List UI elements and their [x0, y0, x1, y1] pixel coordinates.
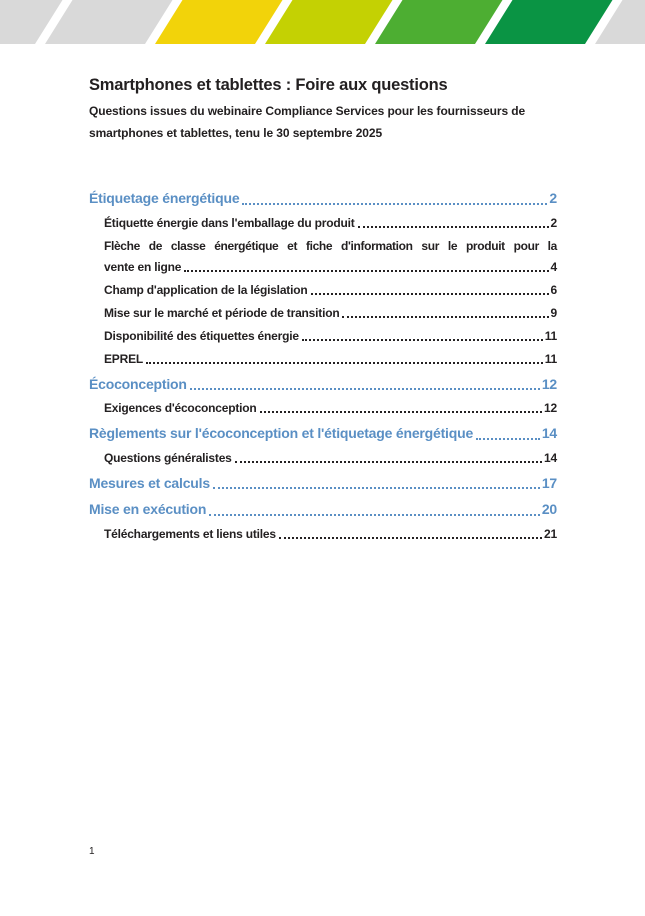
yellow-green-stripe: [265, 0, 392, 44]
gray-stripe: [45, 0, 172, 44]
toc-entry[interactable]: [89, 451, 557, 466]
toc-entry[interactable]: [89, 190, 557, 208]
toc-entry-label: Règlements sur l'écoconception et l'étiquetage énergétique: [89, 425, 474, 442]
toc-entry[interactable]: [89, 401, 557, 416]
toc-entry-page-number: 9: [550, 305, 557, 320]
toc-entry-label: Mesures et calculs: [89, 474, 210, 491]
leader-dots: [190, 388, 540, 390]
document-subtitle: Questions issues du webinaire Compliance Services pour les fournisseurs de smartphones et tablettes, tenu le 30 septembre 2025: [89, 104, 526, 140]
toc-entry[interactable]: [89, 283, 557, 298]
leader-dots: [235, 461, 542, 463]
toc-entry-label: Étiquetage énergétique: [89, 190, 240, 207]
leader-dots: [476, 438, 540, 440]
toc-entry-label-line1: Flèche de classe énergétique et fiche d'information sur le produit pour la: [104, 238, 557, 253]
toc-entry-page-number: 4: [550, 259, 557, 274]
toc-entry[interactable]: [89, 306, 557, 321]
toc-entry-label: EPREL: [104, 351, 144, 366]
toc-entry[interactable]: [89, 329, 557, 344]
leader-dots: [213, 487, 540, 489]
toc-entry-page-number: 21: [544, 526, 557, 541]
toc-entry-label: Téléchargements et liens utiles: [104, 526, 276, 541]
toc-entry[interactable]: [89, 239, 557, 275]
dark-green-stripe: [485, 0, 612, 44]
header-stripe-band: [0, 0, 645, 44]
toc-entry-label: Champ d'application de la législation: [104, 282, 308, 297]
table-of-contents: [89, 190, 557, 542]
toc-entry-page-number: 17: [541, 474, 557, 491]
toc-entry-page-number: 11: [544, 328, 557, 343]
leader-dots: [242, 203, 547, 205]
toc-entry[interactable]: [89, 527, 557, 542]
leader-dots: [302, 339, 543, 341]
toc-entry[interactable]: [89, 376, 557, 394]
green-stripe: [375, 0, 502, 44]
toc-entry-page-number: 6: [550, 282, 557, 297]
toc-entry[interactable]: [89, 352, 557, 367]
toc-entry[interactable]: [89, 216, 557, 231]
leader-dots: [342, 316, 548, 318]
leader-dots: [209, 514, 540, 516]
toc-entry[interactable]: [89, 425, 557, 443]
document-page: [89, 76, 559, 542]
leader-dots: [279, 537, 542, 539]
toc-entry-label: Mise en exécution: [89, 501, 207, 518]
toc-entry-label: Disponibilité des étiquettes énergie: [104, 328, 299, 343]
toc-entry-page-number: 12: [541, 375, 557, 392]
leader-dots: [358, 226, 549, 228]
document-title: Smartphones et tablettes : Foire aux questions: [89, 76, 448, 94]
toc-entry-label: Écoconception: [89, 375, 187, 392]
toc-entry-page-number: 20: [541, 501, 557, 518]
toc-entry-page-number: 14: [544, 450, 557, 465]
yellow-stripe: [155, 0, 282, 44]
toc-entry-label: Questions généralistes: [104, 450, 232, 465]
toc-entry-page-number: 12: [544, 401, 557, 416]
toc-entry-page-number: 2: [550, 215, 557, 230]
toc-entry-label: Mise sur le marché et période de transition: [104, 305, 340, 320]
leader-dots: [311, 293, 549, 295]
toc-entry-label: vente en ligne: [104, 259, 182, 274]
leader-dots: [184, 270, 548, 272]
toc-entry-page-number: 14: [541, 425, 557, 442]
leader-dots: [146, 362, 543, 364]
toc-entry[interactable]: [89, 475, 557, 493]
toc-entry-page-number: 2: [549, 190, 557, 207]
toc-entry-label: Étiquette énergie dans l'emballage du produit: [104, 215, 355, 230]
toc-entry-page-number: 11: [544, 351, 557, 366]
toc-entry[interactable]: [89, 501, 557, 519]
page-number: 1: [89, 846, 95, 857]
toc-entry-label: Exigences d'écoconception: [104, 401, 257, 416]
leader-dots: [260, 411, 542, 413]
